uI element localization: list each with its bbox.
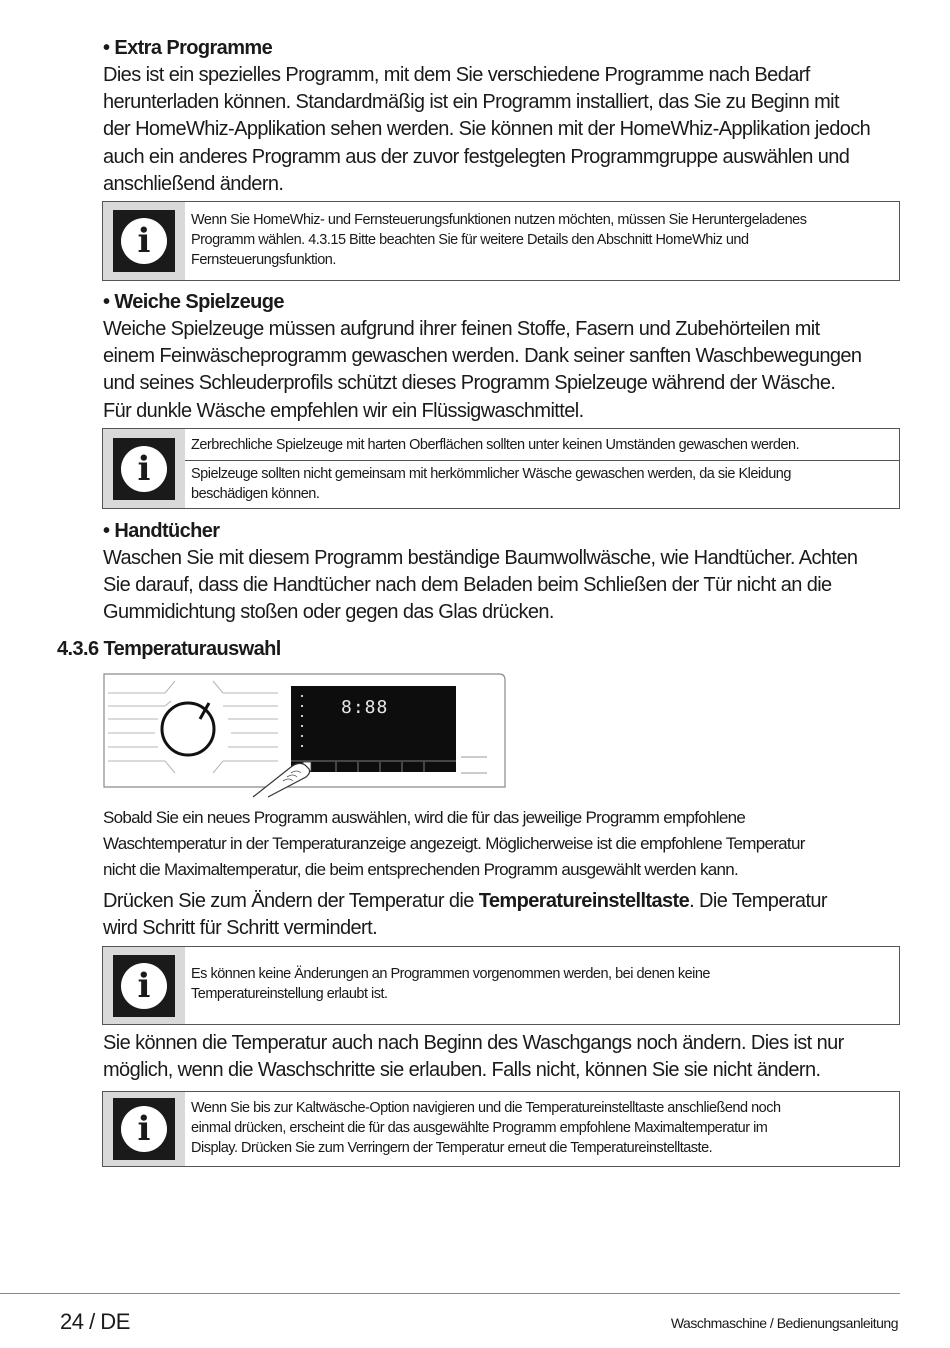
info-icon <box>113 438 175 500</box>
soft-toys-title: • Weiche Spielzeuge <box>103 291 284 313</box>
text-line: einem Feinwäscheprogramm gewaschen werden. Dank seiner sanften Waschbewegungen <box>103 345 862 368</box>
document-title: Waschmaschine / Bedienungsanleitung <box>670 1315 898 1331</box>
info-glyph: i <box>121 446 167 492</box>
info-text <box>185 947 899 1024</box>
note-line: Fernsteuerungsfunktion. <box>191 252 336 268</box>
extra-programme-title: • Extra Programme <box>103 37 273 59</box>
info-icon <box>113 1098 175 1160</box>
info-glyph: i <box>121 218 167 264</box>
text-line: Für dunkle Wäsche empfehlen wir ein Flüssigwaschmittel. <box>103 399 584 422</box>
info-row <box>185 1092 899 1164</box>
info-icon <box>113 210 175 272</box>
info-box-toys <box>102 428 900 509</box>
text-line: Sie können die Temperatur auch nach Beginn des Waschgangs noch ändern. Dies ist nur <box>103 1032 844 1054</box>
text-line: Waschtemperatur in der Temperaturanzeige angezeigt. Möglicherweise ist die empfohlene Temperatur <box>103 834 805 853</box>
text-line: der HomeWhiz-Applikation sehen werden. Sie können mit der HomeWhiz-Applikation jedoch <box>103 118 871 141</box>
info-glyph: i <box>121 1106 167 1152</box>
info-box-temperature-1 <box>102 946 900 1025</box>
info-icon-cell <box>103 1092 185 1166</box>
info-box-temperature-2 <box>102 1091 900 1167</box>
control-panel-illustration <box>103 673 507 798</box>
press-text-after: . Die Temperatur <box>689 890 827 912</box>
text-line: Sobald Sie ein neues Programm auswählen, wird die für das jeweilige Programm empfohlene <box>103 808 746 827</box>
text-line <box>103 888 903 915</box>
temperature-heading: 4.3.6 Temperaturauswahl <box>57 638 281 660</box>
temperature-intro <box>103 805 903 883</box>
info-row <box>185 947 899 1010</box>
info-text <box>185 1092 899 1166</box>
info-text <box>185 202 899 280</box>
text-line: Sie darauf, dass die Handtücher nach dem Beladen beim Schließen der Tür nicht an die <box>103 574 832 597</box>
note-line: Programm wählen. 4.3.15 Bitte beachten Sie für weitere Details den Abschnitt HomeWhiz und <box>191 232 749 248</box>
note-line: Display. Drücken Sie zum Verringern der Temperatur erneut die Temperatureinstelltaste. <box>191 1140 713 1156</box>
press-text-before: Drücken Sie zum Ändern der Temperatur die <box>103 890 479 912</box>
page-number: 24 / DE <box>60 1309 130 1334</box>
temperature-button-name: Temperatureinstelltaste <box>478 890 690 912</box>
display-digits: 8:88 <box>341 697 389 718</box>
text-line: und seines Schleuderprofils schützt dieses Programm Spielzeuge während der Wäsche. <box>103 372 836 395</box>
towels-title: • Handtücher <box>103 520 220 542</box>
note-line: Wenn Sie HomeWhiz- und Fernsteuerungsfunktionen nutzen möchten, müssen Sie Heruntergeladenes <box>191 212 807 228</box>
info-row <box>185 202 899 276</box>
text-line: Gummidichtung stoßen oder gegen das Glas drücken. <box>103 601 554 624</box>
text-line: möglich, wenn die Waschschritte sie erlauben. Falls nicht, können Sie sie nicht ändern. <box>103 1059 821 1082</box>
info-text <box>185 429 899 508</box>
footer-divider <box>0 1293 900 1294</box>
text-line: wird Schritt für Schritt vermindert. <box>103 917 378 940</box>
note-line: Wenn Sie bis zur Kaltwäsche-Option navigieren und die Temperatureinstelltaste anschließend noch <box>191 1100 781 1116</box>
note-line: einmal drücken, erscheint die für das ausgewählte Programm empfohlene Maximaltemperatur im <box>191 1120 768 1136</box>
extra-programme-text <box>103 62 903 198</box>
info-icon-cell <box>103 947 185 1024</box>
info-row <box>185 460 899 510</box>
towels-text <box>103 545 903 627</box>
info-icon-cell <box>103 202 185 280</box>
text-line: auch ein anderes Programm aus der zuvor festgelegten Programmgruppe auswählen und <box>103 145 850 168</box>
note-line: Temperatureinstellung erlaubt ist. <box>191 986 388 1002</box>
text-line: Waschen Sie mit diesem Programm beständige Baumwollwäsche, wie Handtücher. Achten <box>103 547 858 569</box>
text-line: Weiche Spielzeuge müssen aufgrund ihrer feinen Stoffe, Fasern und Zubehörteilen mit <box>103 318 820 340</box>
text-line: nicht die Maximaltemperatur, die beim entsprechenden Programm ausgewählt werden kann. <box>103 860 739 879</box>
info-box-homewhiz <box>102 201 900 281</box>
text-line: herunterladen können. Standardmäßig ist ein Programm installiert, das Sie zu Beginn mit <box>103 91 839 114</box>
info-icon-cell <box>103 429 185 508</box>
note-line: Spielzeuge sollten nicht gemeinsam mit herkömmlicher Wäsche gewaschen werden, da sie Kleidung <box>191 466 791 482</box>
info-row <box>185 429 899 460</box>
info-icon <box>113 955 175 1017</box>
soft-toys-text <box>103 316 903 425</box>
note-line: beschädigen können. <box>191 486 320 502</box>
note-line: Es können keine Änderungen an Programmen vorgenommen werden, bei denen keine <box>191 966 710 982</box>
temperature-press-text <box>103 888 903 942</box>
text-line: Dies ist ein spezielles Programm, mit dem Sie verschiedene Programme nach Bedarf <box>103 64 810 86</box>
info-glyph: i <box>121 963 167 1009</box>
text-line: anschließend ändern. <box>103 172 284 195</box>
note-line: Zerbrechliche Spielzeuge mit harten Oberflächen sollten unter keinen Umständen gewaschen werden. <box>191 437 800 453</box>
temperature-change-text <box>103 1030 903 1084</box>
